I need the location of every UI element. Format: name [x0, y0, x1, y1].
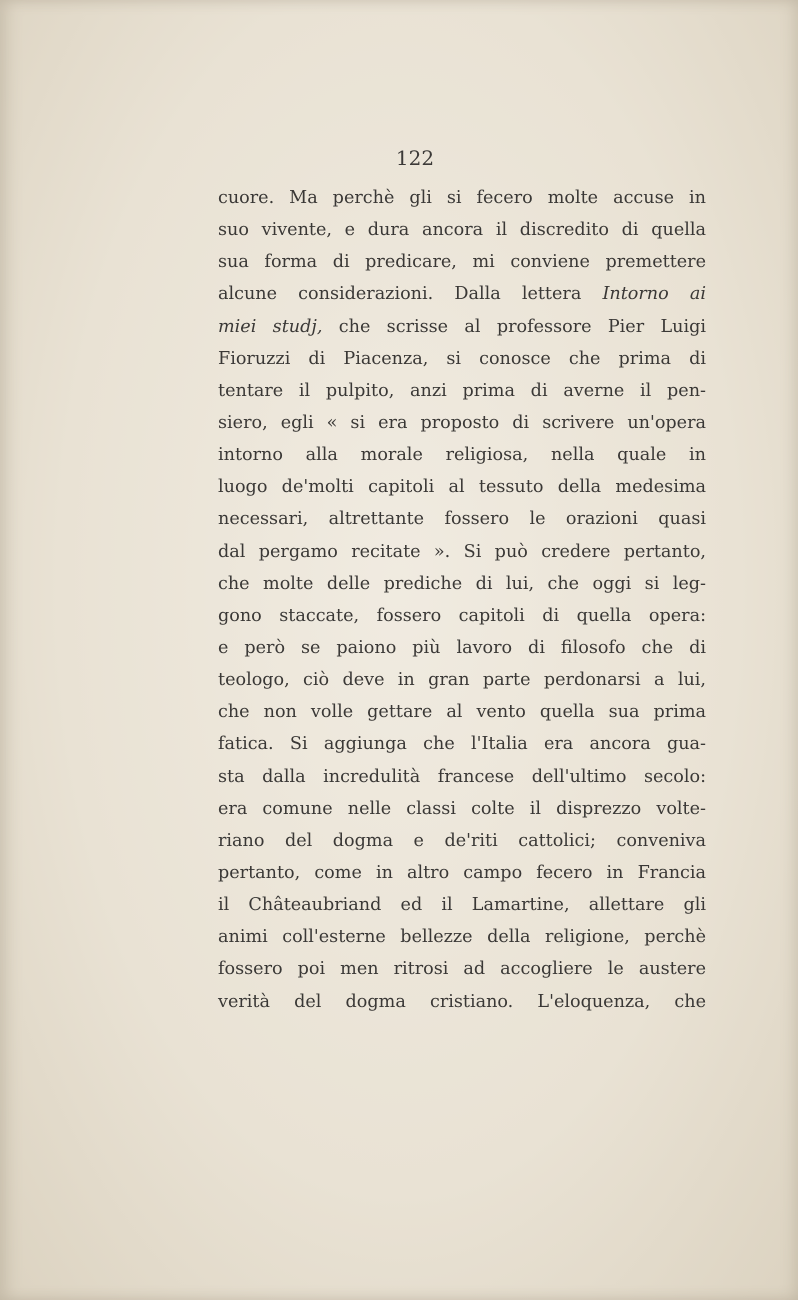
- text-segment: sua forma di predicare, mi conviene premettere: [218, 252, 706, 273]
- text-segment: Fioruzzi di Piacenza, si conosce che prima di: [218, 348, 706, 369]
- text-line: [218, 407, 706, 439]
- text-segment: luogo de'molti capitoli al tessuto della medesima: [218, 477, 706, 498]
- text-segment: che molte delle prediche di lui, che oggi si leg-: [218, 573, 706, 594]
- text-line: [218, 889, 706, 921]
- text-line: [218, 375, 706, 407]
- text-segment: e però se paiono più lavoro di filosofo che di: [218, 637, 706, 658]
- text-segment: alcune considerazioni. Dalla lettera: [218, 284, 603, 305]
- text-line: [218, 986, 706, 1018]
- page-number: 122: [395, 146, 435, 170]
- text-segment: suo vivente, e dura ancora il discredito di quella: [218, 220, 706, 241]
- text-line: [218, 182, 706, 214]
- text-segment: fossero poi men ritrosi ad accogliere le austere: [218, 959, 706, 980]
- text-segment: il Châteaubriand ed il Lamartine, allettare gli: [218, 895, 706, 916]
- text-line: [218, 568, 706, 600]
- text-segment: era comune nelle classi colte il disprezzo volte-: [218, 798, 706, 819]
- text-segment: che non volle gettare al vento quella sua prima: [218, 702, 706, 723]
- text-segment: animi coll'esterne bellezze della religione, perchè: [218, 927, 706, 948]
- text-line: [218, 278, 706, 310]
- text-line: [218, 857, 706, 889]
- text-segment: tentare il pulpito, anzi prima di averne il pen-: [218, 380, 706, 401]
- text-segment: verità del dogma cristiano. L'eloquenza, che: [218, 991, 706, 1012]
- text-line: [218, 343, 706, 375]
- text-segment: miei studj,: [218, 316, 323, 337]
- text-line: [218, 761, 706, 793]
- text-line: [218, 696, 706, 728]
- text-segment: teologo, ciò deve in gran parte perdonarsi a lui,: [218, 670, 706, 691]
- body-text: [218, 182, 706, 1018]
- text-segment: gono staccate, fossero capitoli di quella opera:: [218, 605, 706, 626]
- text-line: [218, 214, 706, 246]
- text-line: [218, 664, 706, 696]
- text-line: [218, 921, 706, 953]
- text-segment: che scrisse al professore Pier Luigi: [322, 316, 706, 337]
- text-segment: pertanto, come in altro campo fecero in Francia: [218, 862, 706, 883]
- text-line: [218, 600, 706, 632]
- text-segment: necessari, altrettante fossero le orazioni quasi: [218, 509, 706, 530]
- text-segment: cuore. Ma perchè gli si fecero molte accuse in: [218, 188, 706, 208]
- text-segment: dal pergamo recitate ». Si può credere pertanto,: [218, 541, 706, 562]
- text-line: [218, 793, 706, 825]
- text-line: [218, 311, 706, 343]
- text-line: [218, 728, 706, 760]
- text-segment: riano del dogma e de'riti cattolici; conveniva: [218, 830, 706, 851]
- text-line: [218, 246, 706, 278]
- text-segment: fatica. Si aggiunga che l'Italia era ancora gua-: [218, 734, 706, 755]
- text-segment: siero, egli « si era proposto di scrivere un'opera: [218, 412, 706, 433]
- text-line: [218, 953, 706, 985]
- text-line: [218, 471, 706, 503]
- text-line: [218, 503, 706, 535]
- text-segment: sta dalla incredulità francese dell'ultimo secolo:: [218, 766, 706, 787]
- text-segment: intorno alla morale religiosa, nella quale in: [218, 445, 706, 466]
- text-line: [218, 825, 706, 857]
- text-line: [218, 536, 706, 568]
- text-line: [218, 439, 706, 471]
- text-line: [218, 632, 706, 664]
- text-segment: Intorno ai: [602, 284, 706, 305]
